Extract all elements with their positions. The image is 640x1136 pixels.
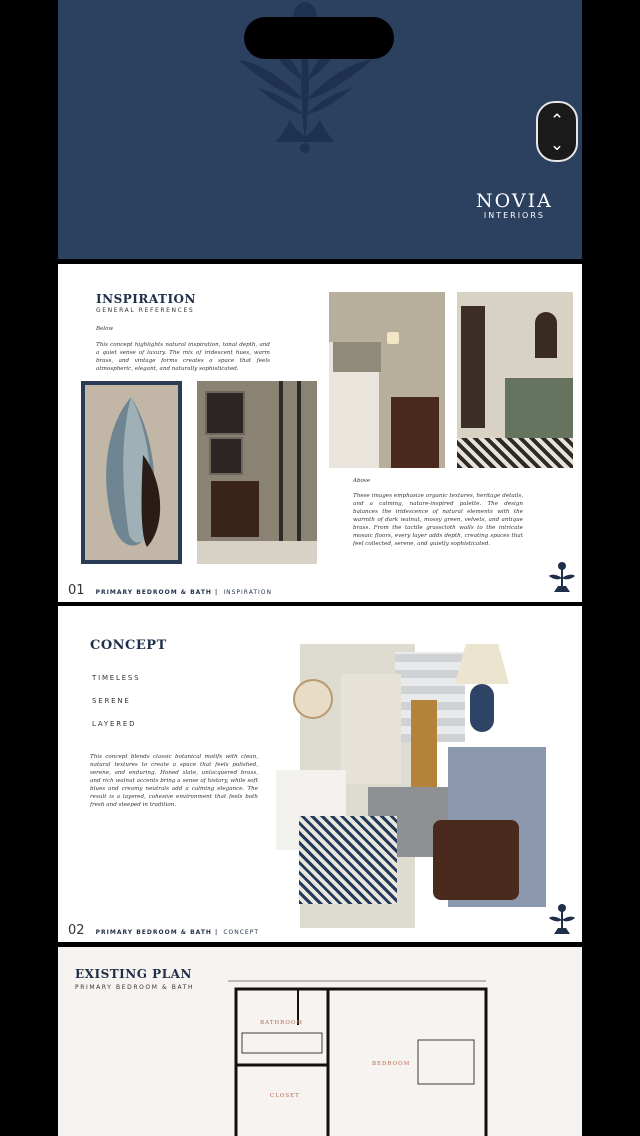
below-label: Below xyxy=(96,326,114,332)
shell-image xyxy=(81,381,182,564)
concept-description: This concept blends classic botanical motifs with clean, natural textures to create a space that feels polished, serene, and enduring. Honed slate, unlacquered brass, and rich walnut accents bring a sense of history, while soft blues and creamy neutrals add a calming elegance. The result is a layered, cohesive environment that feels both fresh and steeped in tradition. xyxy=(90,754,258,808)
footer-section: PRIMARY BEDROOM & BATH | xyxy=(95,589,219,596)
room-label-closet: CLOSET xyxy=(270,1093,300,1099)
page-number: 01 xyxy=(68,583,85,598)
concept-page xyxy=(58,606,582,942)
flower-icon xyxy=(548,560,576,594)
inspiration-page xyxy=(58,264,582,602)
existing-plan-page xyxy=(58,947,582,1136)
nav-down-icon[interactable]: ⌄ xyxy=(549,135,565,155)
footer-page-name: INSPIRATION xyxy=(223,589,272,596)
camera-notch xyxy=(244,17,394,59)
page-title: CONCEPT xyxy=(90,638,167,653)
above-label: Above xyxy=(353,478,371,484)
below-description: This concept highlights natural inspiration, tonal depth, and a quiet sense of luxury. The mix of iridescent hues, warm brass, and vintage forms creates a space that feels atmospheric, elegant, and naturally sophisticated. xyxy=(96,342,270,372)
bed-lamp-image xyxy=(329,292,445,468)
keyword-layered: LAYERED xyxy=(92,720,137,728)
brand-logo xyxy=(476,191,553,220)
floor-plan xyxy=(228,975,498,1136)
bedroom-image xyxy=(197,381,317,564)
above-description: These images emphasize organic textures, heritage details, and a calming, nature-inspired palette. The design balances the iridescence of natural elements with the warmth of dark walnut, mossy green, velvets, and antique brass. From the tactile grasscloth walls to the intricate mosaic floors, every layer adds depth, creating spaces that feel collected, serene, and quietly sophisticated. xyxy=(353,493,523,547)
keyword-serene: SERENE xyxy=(92,697,131,705)
keyword-timeless: TIMELESS xyxy=(92,674,141,682)
page-subtitle: PRIMARY BEDROOM & BATH xyxy=(75,984,195,991)
page-title: INSPIRATION xyxy=(96,292,196,306)
logo-wordmark: NOVIA xyxy=(476,190,553,212)
page-footer xyxy=(68,579,272,598)
bathroom-image xyxy=(457,292,573,468)
mood-board xyxy=(273,644,548,928)
nav-up-icon[interactable]: ⌃ xyxy=(549,111,565,131)
room-label-bedroom: BEDROOM xyxy=(372,1061,411,1067)
cover-page xyxy=(58,0,582,259)
footer-page-name: CONCEPT xyxy=(223,929,259,936)
page-footer xyxy=(68,919,259,938)
page-title: EXISTING PLAN xyxy=(75,967,192,981)
room-label-bathroom: BATHROOM xyxy=(260,1020,303,1026)
footer-section: PRIMARY BEDROOM & BATH | xyxy=(95,929,219,936)
page-nav-control[interactable] xyxy=(536,101,578,162)
logo-tagline: INTERIORS xyxy=(483,211,545,220)
flower-icon xyxy=(548,902,576,936)
page-subtitle: GENERAL REFERENCES xyxy=(96,307,195,314)
page-number: 02 xyxy=(68,923,85,938)
